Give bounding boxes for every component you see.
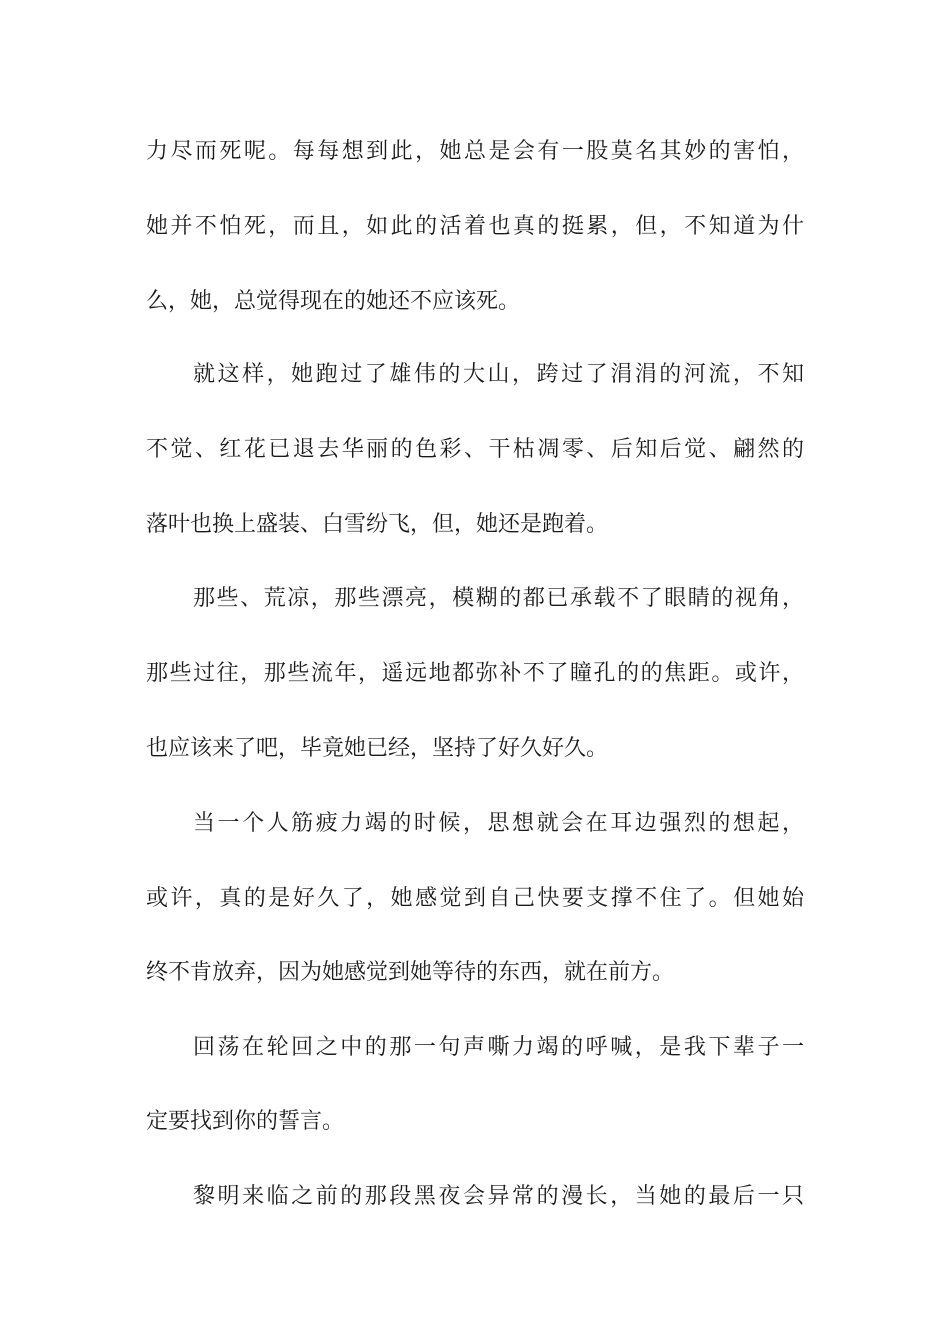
text-line: 力尽而死呢。每每想到此，她总是会有一股莫名其妙的害怕， [146,139,804,164]
text-line: 就这样，她跑过了雄伟的大山，跨过了涓涓的河流，不知 [193,362,804,387]
text-line: 那些、荒凉，那些漂亮，模糊的都已承载不了眼睛的视角， [193,586,804,611]
text-line: 她并不怕死，而且，如此的活着也真的挺累，但，不知道为什 [146,214,804,239]
text-line: 那些过往，那些流年，遥远地都弥补不了瞳孔的的焦距。或许， [146,661,804,686]
text-line: 定要找到你的誓言。 [146,1109,345,1134]
text-line: 么，她，总觉得现在的她还不应该死。 [146,289,521,314]
text-line: 落叶也换上盛装、白雪纷飞，但，她还是跑着。 [146,512,609,537]
text-line: 回荡在轮回之中的那一句声嘶力竭的呼喊，是我下辈子一 [193,1035,804,1060]
text-line: 不觉、红花已退去华丽的色彩、干枯凋零、后知后觉、翩然的 [146,437,804,462]
text-line: 终不肯放弃，因为她感觉到她等待的东西，就在前方。 [146,960,675,985]
text-line: 当一个人筋疲力竭的时候，思想就会在耳边强烈的想起， [193,811,804,836]
text-line: 也应该来了吧，毕竟她已经，坚持了好久好久。 [146,736,609,761]
text-line: 黎明来临之前的那段黑夜会异常的漫长，当她的最后一只 [193,1184,804,1209]
text-line: 或许，真的是好久了，她感觉到自己快要支撑不住了。但她始 [146,886,804,911]
